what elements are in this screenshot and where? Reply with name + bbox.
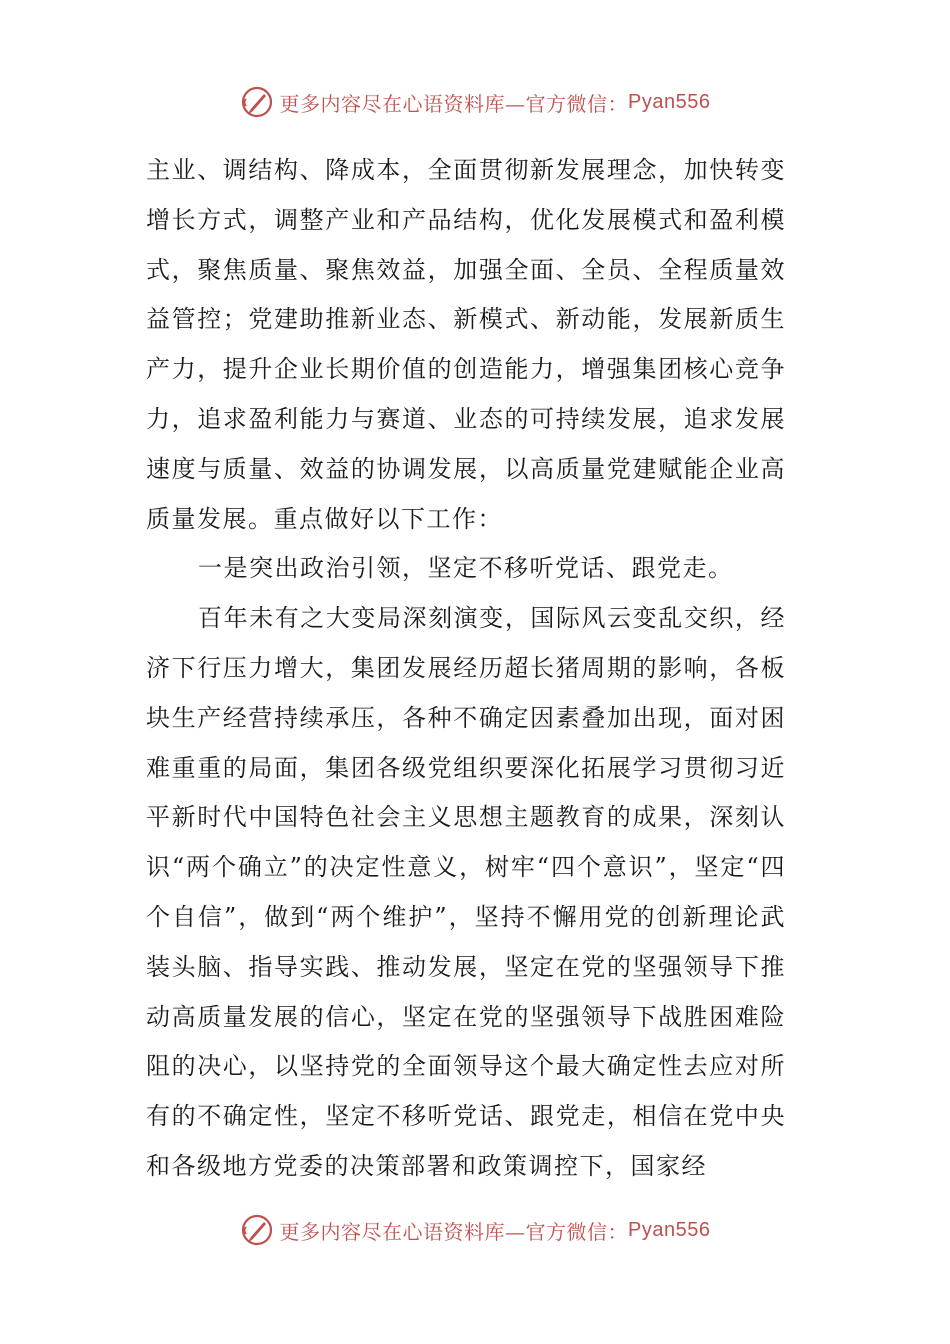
paragraph-heading-point-one: 一是突出政治引领，坚定不移听党话、跟党走。	[198, 554, 734, 583]
watermark-wechat-id: Pyan556	[628, 1218, 711, 1241]
quill-pen-logo-icon	[240, 85, 274, 119]
watermark-wechat-id: Pyan556	[628, 90, 711, 113]
watermark-text: 更多内容尽在心语资料库—官方微信：	[279, 1219, 629, 1244]
paragraph-body: 百年未有之大变局深刻演变，国际风云变乱交织，经济下行压力增大，集团发展经历超长猪周期的影响，各板块生产经营持续承压，各种不确定因素叠加出现，面对困难重重的局面，集团各级党组织要深化拓展学习贯彻习近平新时代中国特色社会主义思想主题教育的成果，深刻认识“两个确立”的决定性意义，树牢“四个意识”，坚定“四个自信”，做到“两个维护”，坚持不懈用党的创新理论武装头脑、指导实践、推动发展，坚定在党的坚强领导下推动高质量发展的信心，坚定在党的坚强领导下战胜困难险阻的决心，以坚持党的全面领导这个最大确定性去应对所有的不确定性，坚定不移听党话、跟党走，相信在党中央和各级地方党委的决策部署和政策调控下，国家经	[146, 604, 786, 1180]
document-body	[146, 146, 786, 1192]
paragraph-continued: 主业、调结构、降成本，全面贯彻新发展理念，加快转变增长方式，调整产业和产品结构，优化发展模式和盈利模式，聚焦质量、聚焦效益，加强全面、全员、全程质量效益管控；党建助推新业态、新模式、新动能，发展新质生产力，提升企业长期价值的创造能力，增强集团核心竞争力，追求盈利能力与赛道、业态的可持续发展，追求发展速度与质量、效益的协调发展，以高质量党建赋能企业高质量发展。重点做好以下工作：	[146, 156, 786, 533]
quill-pen-logo-icon	[240, 1213, 274, 1247]
watermark-text: 更多内容尽在心语资料库—官方微信：	[279, 91, 629, 116]
footer-watermark	[0, 1210, 950, 1250]
header-watermark	[0, 82, 950, 122]
